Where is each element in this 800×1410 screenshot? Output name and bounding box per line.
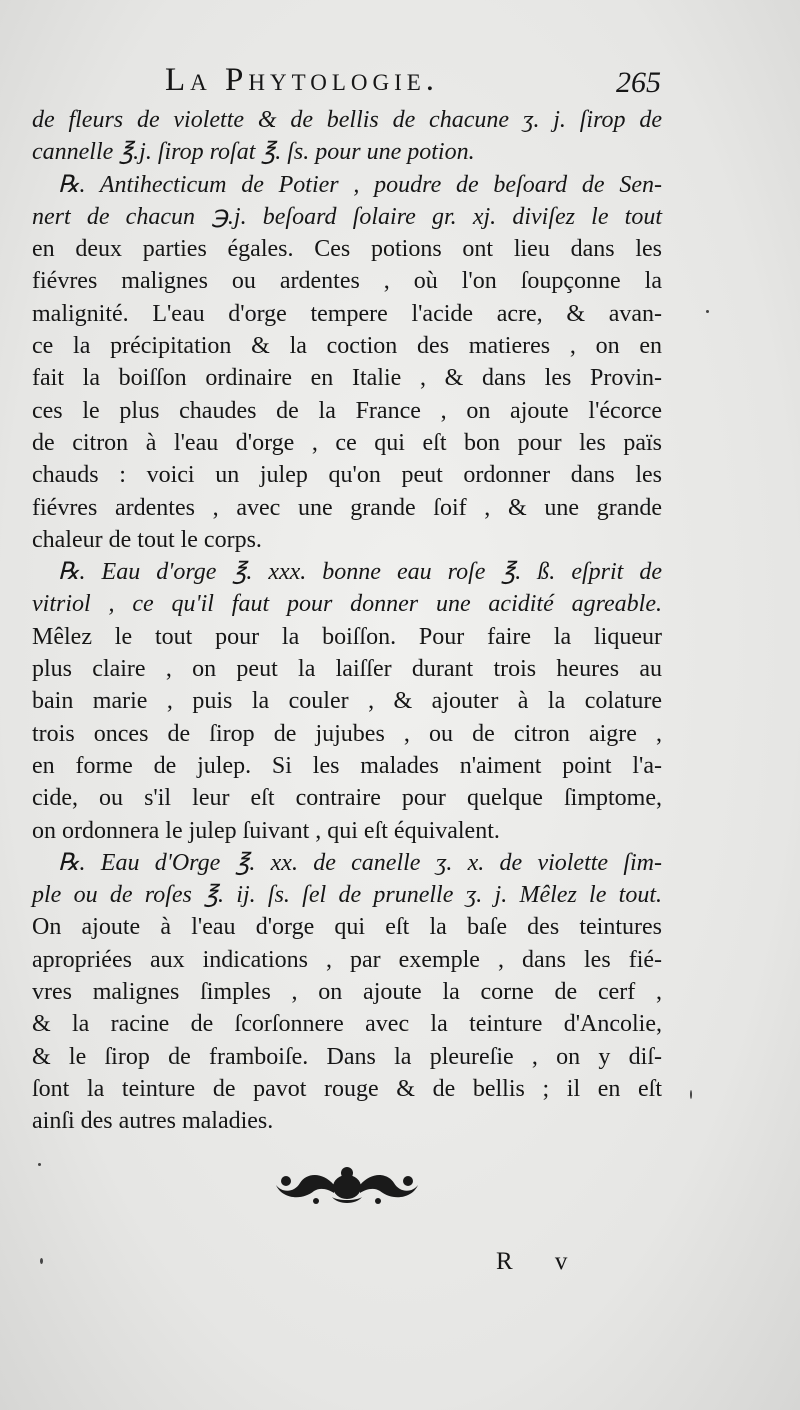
text-line: chauds : voici un julep qu'on peut ordonner dans les (32, 462, 662, 489)
running-title: La Phytologie. (165, 62, 440, 98)
paper-speck (690, 1090, 692, 1099)
body-text (32, 104, 662, 1138)
text-line: plus claire , on peut la laiſſer durant trois heures au (32, 656, 662, 683)
text-line: de citron à l'eau d'orge , ce qui eſt bon pour les païs (32, 429, 662, 456)
text-line: fiévres ardentes , avec une grande ſoif , & une grande (32, 494, 662, 521)
text-line: fait la boiſſon ordinaire en Italie , & dans les Provin- (32, 365, 662, 392)
text-line: ℞. Antihecticum de Potier , poudre de beſoard de Sen- (58, 171, 662, 198)
signature-mark: R v (496, 1248, 586, 1275)
text-line: ce la précipitation & la coction des matieres , on en (32, 333, 662, 360)
text-line: on ordonnera le julep ſuivant , qui eſt équivalent. (32, 817, 500, 844)
text-line: chaleur de tout le corps. (32, 526, 262, 553)
text-line: fiévres malignes ou ardentes , où l'on ſoupçonne la (32, 268, 662, 295)
text-line: ces le plus chaudes de la France , on ajoute l'écorce (32, 397, 662, 424)
text-line: en forme de julep. Si les malades n'aiment point l'a- (32, 752, 662, 779)
text-line: cide, ou s'il leur eſt contraire pour quelque ſimptome, (32, 785, 662, 812)
text-line: ainſi des autres maladies. (32, 1108, 274, 1135)
page-number: 265 (616, 66, 661, 99)
text-line: cannelle ℥.j. ſirop roſat ℥. ſs. pour une potion. (32, 139, 475, 166)
text-line: Mêlez le tout pour la boiſſon. Pour faire la liqueur (32, 623, 662, 650)
text-line: On ajoute à l'eau d'orge qui eſt la baſe des teintures (32, 914, 662, 941)
text-line: & la racine de ſcorſonnere avec la teinture d'Ancolie, (32, 1011, 662, 1038)
text-line: malignité. L'eau d'orge tempere l'acide acre, & avan- (32, 300, 662, 327)
text-line: trois onces de ſirop de jujubes , ou de citron aigre , (32, 720, 662, 747)
paper-speck (38, 1163, 41, 1166)
text-line: ſont la teinture de pavot rouge & de bellis ; il en eſt (32, 1075, 662, 1102)
text-line: & le ſirop de framboiſe. Dans la pleureſie , on y diſ- (32, 1043, 662, 1070)
paper-speck (706, 310, 709, 313)
printers-ornament (272, 1163, 422, 1207)
text-line: bain marie , puis la couler , & ajouter à la colature (32, 688, 662, 715)
text-line: ple ou de roſes ℥. ij. ſs. ſel de prunelle ʒ. j. Mêlez le tout. (32, 882, 662, 909)
text-line: nert de chacun ℈.j. beſoard ſolaire gr. xj. diviſez le tout (32, 203, 662, 230)
text-line: de fleurs de violette & de bellis de chacune ʒ. j. ſirop de (32, 107, 662, 133)
page-header (0, 62, 800, 106)
text-line: en deux parties égales. Ces potions ont lieu dans les (32, 236, 662, 263)
text-line: apropriées aux indications , par exemple , dans les fié- (32, 946, 662, 973)
text-line: ℞. Eau d'orge ℥. xxx. bonne eau roſe ℥. ß. eſprit de (58, 559, 662, 586)
paper-speck (40, 1258, 43, 1264)
text-line: vres malignes ſimples , on ajoute la corne de cerf , (32, 979, 662, 1006)
text-line: vitriol , ce qu'il faut pour donner une acidité agreable. (32, 591, 662, 618)
text-line: ℞. Eau d'Orge ℥. xx. de canelle ʒ. x. de violette ſim- (58, 849, 662, 876)
